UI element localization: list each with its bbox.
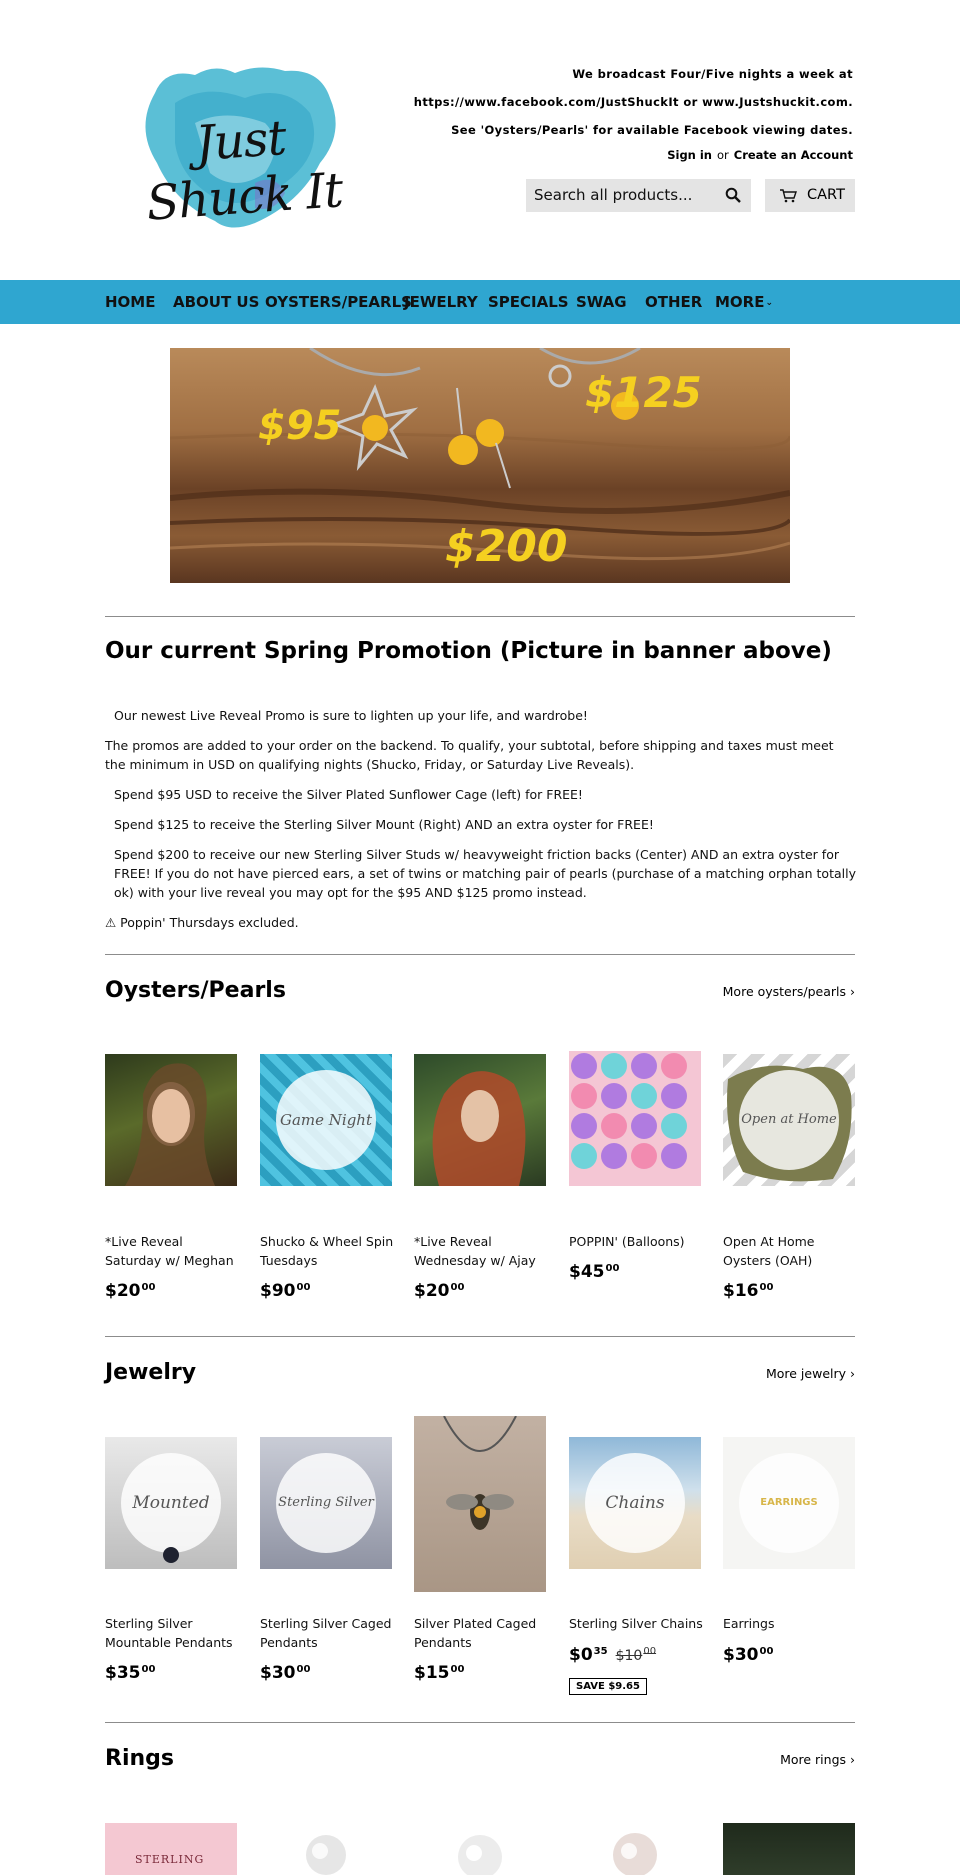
- site-header: [0, 0, 960, 280]
- product-price: [414, 1663, 464, 1683]
- promo-paragraph: ⚠ Poppin' Thursdays excluded.: [105, 915, 299, 930]
- price-dollars: $90: [260, 1281, 296, 1301]
- price-cents: 00: [450, 1664, 465, 1675]
- promo-paragraph: The promos are added to your order on the backend. To qualify, your subtotal, before shipping and taxes must meet the minimum in USD on qualifying nights (Shucko, Friday, or Saturday Live Reveals).: [105, 738, 834, 772]
- cart-label: CART: [807, 187, 845, 203]
- product-image[interactable]: [569, 1823, 701, 1875]
- price-cents: 00: [759, 1282, 774, 1293]
- image-label: Mounted: [121, 1453, 221, 1553]
- product-title[interactable]: Silver Plated Caged Pendants: [414, 1616, 537, 1650]
- product-price: [723, 1645, 773, 1665]
- ring-icon: [260, 1823, 392, 1875]
- ring-icon: [569, 1823, 701, 1875]
- product-title[interactable]: Shucko & Wheel Spin Tuesdays: [260, 1234, 394, 1268]
- product-title[interactable]: POPPIN' (Balloons): [569, 1234, 685, 1249]
- banner-price-200: $200: [445, 521, 568, 572]
- product-title[interactable]: *Live Reveal Saturday w/ Meghan: [105, 1234, 234, 1268]
- price-dollars: $20: [414, 1281, 450, 1301]
- product-image[interactable]: [723, 1437, 855, 1569]
- portrait-icon: [414, 1054, 546, 1186]
- search-input[interactable]: [526, 179, 751, 212]
- product-price: [105, 1663, 155, 1683]
- create-account-link[interactable]: Create an Account: [733, 148, 853, 162]
- price-cents: 00: [296, 1282, 311, 1293]
- price-dollars: $35: [105, 1663, 141, 1683]
- product-image[interactable]: [105, 1437, 237, 1569]
- account-links: [667, 148, 853, 162]
- product-image[interactable]: [723, 1054, 855, 1186]
- divider: [105, 1336, 855, 1337]
- divider: [105, 616, 855, 617]
- price-cents: 35: [593, 1646, 608, 1657]
- price-dollars: $15: [414, 1663, 450, 1683]
- more-jewelry-link[interactable]: More jewelry ›: [765, 1366, 855, 1381]
- cart-icon: [780, 189, 797, 203]
- product-title[interactable]: Sterling Silver Caged Pendants: [260, 1616, 392, 1650]
- pendant-icon: [105, 1437, 237, 1569]
- product-price: [105, 1281, 155, 1301]
- product-image[interactable]: [414, 1416, 546, 1592]
- price-cents: 00: [759, 1646, 774, 1657]
- compare-price: [616, 1648, 656, 1664]
- balloons-icon: [569, 1051, 701, 1186]
- banner-price-125: $125: [585, 368, 702, 417]
- bee-pendant-icon: [414, 1416, 546, 1592]
- ring-icon: [414, 1823, 546, 1875]
- nav-item-more[interactable]: [715, 280, 773, 325]
- cart-button[interactable]: [765, 179, 855, 212]
- nav-item-jewelry[interactable]: JEWELRY: [404, 293, 478, 311]
- image-label: Game Night: [276, 1070, 376, 1170]
- divider: [105, 1722, 855, 1723]
- compare-cents: 00: [643, 1646, 657, 1657]
- sign-in-link[interactable]: Sign in: [667, 148, 712, 162]
- nav-item-home[interactable]: HOME: [105, 293, 156, 311]
- image-label: Chains: [585, 1453, 685, 1553]
- product-price: [569, 1262, 619, 1282]
- product-price: [414, 1281, 464, 1301]
- price-cents: 00: [605, 1263, 620, 1274]
- product-image[interactable]: [414, 1054, 546, 1186]
- price-dollars: $30: [723, 1645, 759, 1665]
- site-logo[interactable]: [125, 55, 360, 235]
- product-price: [569, 1645, 656, 1665]
- image-label: STERLING: [135, 1853, 205, 1866]
- nav-more-label: MORE: [715, 293, 765, 311]
- search-icon[interactable]: [725, 187, 741, 203]
- product-title[interactable]: *Live Reveal Wednesday w/ Ajay: [414, 1234, 536, 1268]
- promo-paragraph: Spend $95 USD to receive the Silver Plated Sunflower Cage (left) for FREE!: [114, 787, 583, 802]
- product-image[interactable]: [569, 1437, 701, 1569]
- product-title[interactable]: Sterling Silver Chains: [569, 1616, 703, 1631]
- product-image[interactable]: [569, 1051, 701, 1186]
- price-cents: 00: [141, 1282, 156, 1293]
- more-rings-link[interactable]: More rings ›: [780, 1752, 855, 1767]
- more-oysters-link[interactable]: More oysters/pearls ›: [722, 984, 855, 999]
- price-dollars: $45: [569, 1262, 605, 1282]
- info-line: We broadcast Four/Five nights a week at: [572, 67, 853, 81]
- chevron-down-icon: ⌄: [765, 297, 774, 308]
- product-image[interactable]: [414, 1823, 546, 1875]
- product-title[interactable]: Earrings: [723, 1616, 775, 1631]
- portrait-icon: [105, 1054, 237, 1186]
- broadcast-info: [414, 62, 853, 146]
- nav-item-swag[interactable]: SWAG: [576, 293, 627, 311]
- image-label: EARRINGS: [739, 1453, 839, 1553]
- product-title[interactable]: Sterling Silver Mountable Pendants: [105, 1616, 233, 1650]
- nav-item-about-us[interactable]: ABOUT US: [173, 293, 260, 311]
- promo-paragraph: Spend $200 to receive our new Sterling Silver Studs w/ heavyweight friction backs (Center) AND an extra oyster for FREE! If you do not have pierced ears, a set of twins or matching pair of pearls (purchase of a matching orphan totally ok) with your live reveal you may opt for the $95 AND $125 promo instead.: [114, 847, 856, 900]
- product-image[interactable]: [260, 1823, 392, 1875]
- price-dollars: $30: [260, 1663, 296, 1683]
- product-image[interactable]: [260, 1054, 392, 1186]
- price-cents: 00: [141, 1664, 156, 1675]
- product-price: [260, 1663, 310, 1683]
- nav-item-oysters-pearls[interactable]: OYSTERS/PEARLS: [265, 293, 412, 311]
- nav-item-other[interactable]: OTHER: [645, 293, 703, 311]
- banner-price-95: $95: [258, 403, 342, 449]
- search-placeholder: Search all products...: [534, 186, 693, 204]
- price-dollars: $16: [723, 1281, 759, 1301]
- divider: [105, 954, 855, 955]
- promo-title: Our current Spring Promotion (Picture in banner above): [105, 638, 832, 664]
- price-dollars: $0: [569, 1645, 593, 1665]
- sale-badge: SAVE $9.65: [569, 1678, 647, 1695]
- image-label: Open at Home: [739, 1070, 839, 1170]
- product-image[interactable]: [105, 1054, 237, 1186]
- section-title: Oysters/Pearls: [105, 978, 286, 1003]
- section-title: Rings: [105, 1746, 174, 1771]
- price-dollars: $20: [105, 1281, 141, 1301]
- image-label: Sterling Silver: [276, 1453, 376, 1553]
- price-cents: 00: [450, 1282, 465, 1293]
- promo-paragraph: Spend $125 to receive the Sterling Silver Mount (Right) AND an extra oyster for FREE!: [114, 817, 654, 832]
- info-line: https://www.facebook.com/JustShuckIt or www.Justshuckit.com.: [413, 95, 853, 109]
- product-price: [260, 1281, 310, 1301]
- promo-paragraph: Our newest Live Reveal Promo is sure to lighten up your life, and wardrobe!: [114, 708, 588, 723]
- product-title[interactable]: Open At Home Oysters (OAH): [723, 1234, 815, 1268]
- product-image[interactable]: [105, 1823, 237, 1875]
- section-title: Jewelry: [105, 1360, 197, 1385]
- product-image[interactable]: [723, 1823, 855, 1875]
- product-image[interactable]: [260, 1437, 392, 1569]
- promo-banner[interactable]: [170, 348, 790, 583]
- compare-dollars: $10: [615, 1648, 643, 1664]
- logo-text: Just Shuck It: [144, 109, 345, 232]
- main-nav: [0, 280, 960, 324]
- price-cents: 00: [296, 1664, 311, 1675]
- product-price: [723, 1281, 773, 1301]
- info-line: See 'Oysters/Pearls' for available Facebook viewing dates.: [451, 123, 853, 137]
- or-text: or: [717, 148, 729, 162]
- nav-item-specials[interactable]: SPECIALS: [488, 293, 569, 311]
